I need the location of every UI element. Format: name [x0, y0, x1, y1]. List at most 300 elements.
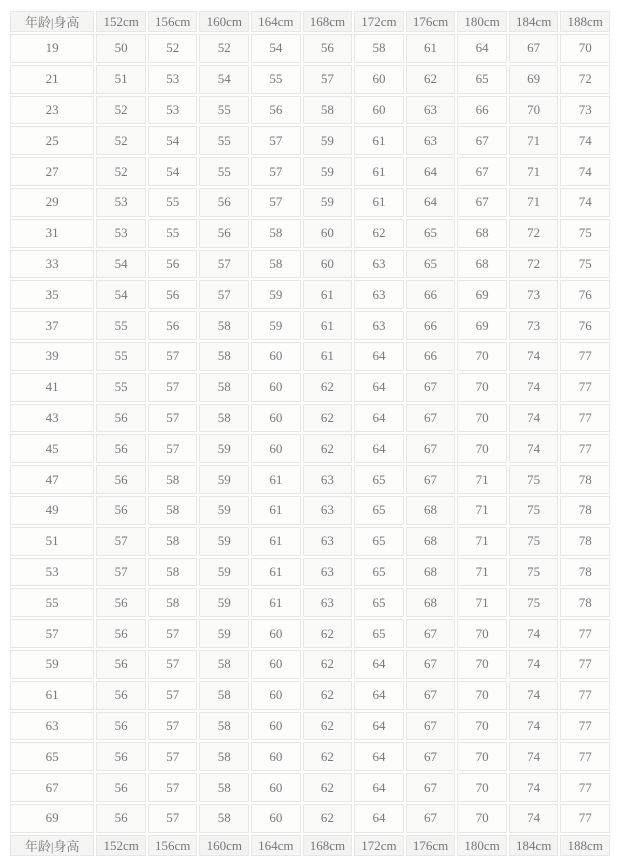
weight-value-cell: 63: [303, 465, 353, 494]
weight-value-cell: 67: [457, 126, 507, 155]
weight-value-cell: 62: [303, 712, 353, 741]
table-row: [10, 157, 610, 186]
weight-value-cell: 62: [303, 434, 353, 463]
weight-value-cell: 60: [251, 712, 301, 741]
age-cell: 37: [10, 311, 94, 340]
weight-value-cell: 70: [457, 404, 507, 433]
weight-value-cell: 61: [251, 527, 301, 556]
weight-value-cell: 59: [199, 588, 249, 617]
weight-value-cell: 70: [457, 650, 507, 679]
weight-value-cell: 64: [354, 650, 404, 679]
weight-value-cell: 59: [303, 157, 353, 186]
weight-value-cell: 68: [406, 588, 456, 617]
table-row: [10, 773, 610, 802]
weight-value-cell: 59: [199, 558, 249, 587]
weight-value-cell: 65: [354, 527, 404, 556]
weight-value-cell: 65: [354, 496, 404, 525]
weight-value-cell: 53: [96, 219, 146, 248]
weight-value-cell: 57: [148, 712, 198, 741]
age-cell: 19: [10, 34, 94, 63]
weight-value-cell: 58: [303, 96, 353, 125]
weight-value-cell: 59: [303, 126, 353, 155]
weight-value-cell: 55: [148, 188, 198, 217]
weight-value-cell: 67: [406, 404, 456, 433]
weight-value-cell: 60: [251, 619, 301, 648]
weight-value-cell: 58: [199, 712, 249, 741]
weight-value-cell: 57: [251, 126, 301, 155]
weight-value-cell: 63: [303, 527, 353, 556]
weight-value-cell: 62: [406, 65, 456, 94]
weight-value-cell: 54: [96, 250, 146, 279]
weight-value-cell: 77: [560, 619, 610, 648]
weight-value-cell: 76: [560, 311, 610, 340]
age-cell: 39: [10, 342, 94, 371]
weight-value-cell: 57: [148, 373, 198, 402]
weight-value-cell: 59: [199, 465, 249, 494]
weight-value-cell: 56: [96, 712, 146, 741]
weight-value-cell: 68: [406, 496, 456, 525]
age-cell: 67: [10, 773, 94, 802]
weight-value-cell: 77: [560, 804, 610, 833]
weight-value-cell: 62: [303, 804, 353, 833]
weight-value-cell: 65: [406, 219, 456, 248]
weight-value-cell: 67: [406, 650, 456, 679]
table-row: [10, 712, 610, 741]
weight-value-cell: 74: [509, 619, 559, 648]
weight-value-cell: 62: [354, 219, 404, 248]
weight-value-cell: 71: [509, 126, 559, 155]
weight-value-cell: 58: [199, 342, 249, 371]
weight-value-cell: 70: [560, 34, 610, 63]
age-cell: 63: [10, 712, 94, 741]
weight-value-cell: 65: [354, 619, 404, 648]
weight-value-cell: 77: [560, 404, 610, 433]
weight-value-cell: 64: [457, 34, 507, 63]
weight-value-cell: 55: [96, 342, 146, 371]
weight-value-cell: 58: [199, 681, 249, 710]
weight-value-cell: 75: [560, 219, 610, 248]
weight-value-cell: 61: [354, 157, 404, 186]
age-cell: 23: [10, 96, 94, 125]
weight-value-cell: 62: [303, 742, 353, 771]
table-row: [10, 434, 610, 463]
weight-value-cell: 54: [199, 65, 249, 94]
weight-value-cell: 74: [509, 342, 559, 371]
weight-value-cell: 54: [251, 34, 301, 63]
age-cell: 21: [10, 65, 94, 94]
table-row: [10, 681, 610, 710]
weight-value-cell: 70: [457, 342, 507, 371]
weight-value-cell: 56: [96, 496, 146, 525]
weight-value-cell: 64: [354, 804, 404, 833]
age-cell: 49: [10, 496, 94, 525]
weight-value-cell: 57: [148, 434, 198, 463]
weight-value-cell: 59: [199, 496, 249, 525]
height-column-footer-cell: 180cm: [457, 835, 507, 856]
weight-value-cell: 70: [457, 619, 507, 648]
weight-value-cell: 59: [303, 188, 353, 217]
weight-value-cell: 54: [148, 126, 198, 155]
weight-value-cell: 53: [148, 65, 198, 94]
weight-value-cell: 55: [199, 96, 249, 125]
weight-value-cell: 61: [303, 311, 353, 340]
weight-value-cell: 74: [509, 373, 559, 402]
weight-value-cell: 74: [509, 804, 559, 833]
weight-value-cell: 64: [406, 188, 456, 217]
weight-value-cell: 71: [457, 527, 507, 556]
weight-value-cell: 60: [251, 742, 301, 771]
weight-value-cell: 59: [199, 619, 249, 648]
weight-value-cell: 64: [354, 404, 404, 433]
weight-value-cell: 53: [148, 96, 198, 125]
weight-value-cell: 58: [354, 34, 404, 63]
weight-value-cell: 57: [251, 188, 301, 217]
weight-value-cell: 71: [457, 588, 507, 617]
weight-value-cell: 62: [303, 773, 353, 802]
weight-value-cell: 74: [509, 712, 559, 741]
weight-value-cell: 60: [354, 65, 404, 94]
weight-value-cell: 77: [560, 773, 610, 802]
weight-value-cell: 57: [96, 527, 146, 556]
weight-value-cell: 71: [509, 188, 559, 217]
weight-value-cell: 71: [457, 558, 507, 587]
weight-value-cell: 57: [96, 558, 146, 587]
table-row: [10, 527, 610, 556]
weight-value-cell: 58: [148, 527, 198, 556]
weight-value-cell: 67: [406, 681, 456, 710]
weight-value-cell: 59: [251, 280, 301, 309]
weight-value-cell: 54: [148, 157, 198, 186]
weight-value-cell: 60: [251, 434, 301, 463]
weight-value-cell: 72: [509, 250, 559, 279]
weight-value-cell: 77: [560, 650, 610, 679]
weight-value-cell: 66: [406, 311, 456, 340]
weight-value-cell: 51: [96, 65, 146, 94]
table-row: [10, 219, 610, 248]
weight-value-cell: 58: [199, 773, 249, 802]
weight-value-cell: 61: [251, 496, 301, 525]
height-column-footer-cell: 156cm: [148, 835, 198, 856]
weight-value-cell: 73: [560, 96, 610, 125]
weight-value-cell: 58: [199, 650, 249, 679]
weight-value-cell: 70: [457, 681, 507, 710]
weight-value-cell: 59: [251, 311, 301, 340]
weight-value-cell: 61: [251, 465, 301, 494]
age-height-weight-table: [8, 9, 612, 858]
weight-value-cell: 56: [96, 742, 146, 771]
weight-value-cell: 67: [406, 465, 456, 494]
weight-value-cell: 77: [560, 342, 610, 371]
weight-value-cell: 55: [199, 126, 249, 155]
height-column-footer-cell: 176cm: [406, 835, 456, 856]
weight-value-cell: 63: [303, 496, 353, 525]
weight-value-cell: 61: [251, 588, 301, 617]
weight-value-cell: 67: [406, 619, 456, 648]
age-cell: 33: [10, 250, 94, 279]
table-row: [10, 373, 610, 402]
weight-value-cell: 57: [148, 404, 198, 433]
weight-value-cell: 53: [96, 188, 146, 217]
weight-value-cell: 63: [303, 558, 353, 587]
weight-value-cell: 67: [457, 188, 507, 217]
weight-value-cell: 75: [509, 527, 559, 556]
weight-value-cell: 58: [148, 465, 198, 494]
weight-value-cell: 74: [509, 650, 559, 679]
weight-value-cell: 60: [354, 96, 404, 125]
height-column-header-cell: 188cm: [560, 11, 610, 32]
age-cell: 27: [10, 157, 94, 186]
table-row: [10, 65, 610, 94]
weight-value-cell: 52: [148, 34, 198, 63]
weight-value-cell: 77: [560, 373, 610, 402]
age-cell: 29: [10, 188, 94, 217]
weight-value-cell: 67: [457, 157, 507, 186]
age-cell: 47: [10, 465, 94, 494]
weight-value-cell: 60: [303, 250, 353, 279]
weight-value-cell: 60: [251, 342, 301, 371]
weight-value-cell: 70: [509, 96, 559, 125]
weight-value-cell: 56: [148, 280, 198, 309]
weight-value-cell: 56: [96, 434, 146, 463]
weight-value-cell: 63: [303, 588, 353, 617]
weight-value-cell: 70: [457, 742, 507, 771]
height-column-footer-cell: 168cm: [303, 835, 353, 856]
weight-value-cell: 71: [457, 465, 507, 494]
weight-value-cell: 66: [406, 342, 456, 371]
height-column-header-cell: 152cm: [96, 11, 146, 32]
weight-value-cell: 58: [251, 250, 301, 279]
table-row: [10, 619, 610, 648]
weight-value-cell: 58: [251, 219, 301, 248]
weight-value-cell: 56: [96, 681, 146, 710]
weight-value-cell: 58: [148, 588, 198, 617]
height-column-header-cell: 160cm: [199, 11, 249, 32]
weight-value-cell: 56: [148, 311, 198, 340]
height-column-header-cell: 180cm: [457, 11, 507, 32]
weight-value-cell: 62: [303, 650, 353, 679]
weight-value-cell: 61: [354, 126, 404, 155]
table-row: [10, 280, 610, 309]
footer-row: [10, 835, 610, 856]
weight-value-cell: 73: [509, 280, 559, 309]
table-row: [10, 250, 610, 279]
weight-value-cell: 52: [96, 157, 146, 186]
header-row: [10, 11, 610, 32]
weight-value-cell: 67: [509, 34, 559, 63]
weight-value-cell: 72: [509, 219, 559, 248]
weight-value-cell: 68: [406, 527, 456, 556]
weight-value-cell: 64: [406, 157, 456, 186]
weight-value-cell: 78: [560, 558, 610, 587]
weight-value-cell: 58: [199, 404, 249, 433]
height-column-footer-cell: 152cm: [96, 835, 146, 856]
weight-value-cell: 64: [354, 342, 404, 371]
age-cell: 25: [10, 126, 94, 155]
weight-value-cell: 74: [509, 773, 559, 802]
weight-value-cell: 55: [96, 373, 146, 402]
age-cell: 55: [10, 588, 94, 617]
height-column-header-cell: 172cm: [354, 11, 404, 32]
weight-value-cell: 71: [457, 496, 507, 525]
weight-value-cell: 56: [96, 804, 146, 833]
weight-value-cell: 60: [251, 373, 301, 402]
weight-value-cell: 54: [96, 280, 146, 309]
weight-value-cell: 56: [199, 219, 249, 248]
height-column-header-cell: 168cm: [303, 11, 353, 32]
weight-value-cell: 78: [560, 496, 610, 525]
weight-value-cell: 64: [354, 373, 404, 402]
weight-value-cell: 56: [96, 404, 146, 433]
table-row: [10, 404, 610, 433]
weight-value-cell: 56: [96, 773, 146, 802]
weight-value-cell: 63: [354, 280, 404, 309]
table-row: [10, 188, 610, 217]
weight-value-cell: 75: [509, 465, 559, 494]
weight-value-cell: 57: [148, 804, 198, 833]
weight-value-cell: 59: [199, 527, 249, 556]
weight-value-cell: 77: [560, 742, 610, 771]
weight-value-cell: 74: [509, 681, 559, 710]
weight-value-cell: 65: [354, 588, 404, 617]
weight-value-cell: 70: [457, 804, 507, 833]
weight-value-cell: 78: [560, 527, 610, 556]
weight-value-cell: 72: [560, 65, 610, 94]
weight-value-cell: 57: [199, 250, 249, 279]
weight-value-cell: 55: [148, 219, 198, 248]
table-row: [10, 342, 610, 371]
age-cell: 31: [10, 219, 94, 248]
weight-value-cell: 57: [148, 342, 198, 371]
table-row: [10, 558, 610, 587]
weight-value-cell: 52: [96, 126, 146, 155]
weight-value-cell: 55: [199, 157, 249, 186]
weight-value-cell: 77: [560, 712, 610, 741]
corner-footer-cell: 年龄|身高: [10, 835, 94, 856]
weight-value-cell: 77: [560, 434, 610, 463]
age-cell: 41: [10, 373, 94, 402]
weight-value-cell: 57: [148, 773, 198, 802]
weight-value-cell: 64: [354, 712, 404, 741]
age-cell: 61: [10, 681, 94, 710]
table-footer: [10, 835, 610, 856]
weight-value-cell: 58: [199, 373, 249, 402]
age-cell: 57: [10, 619, 94, 648]
height-column-footer-cell: 172cm: [354, 835, 404, 856]
weight-value-cell: 68: [406, 558, 456, 587]
weight-value-cell: 58: [148, 496, 198, 525]
weight-value-cell: 60: [251, 404, 301, 433]
weight-value-cell: 74: [509, 434, 559, 463]
weight-value-cell: 68: [457, 250, 507, 279]
table-row: [10, 311, 610, 340]
weight-value-cell: 70: [457, 773, 507, 802]
table-row: [10, 465, 610, 494]
weight-value-cell: 71: [509, 157, 559, 186]
age-cell: 35: [10, 280, 94, 309]
weight-value-cell: 65: [457, 65, 507, 94]
weight-value-cell: 75: [509, 588, 559, 617]
weight-value-cell: 56: [96, 619, 146, 648]
weight-value-cell: 56: [96, 465, 146, 494]
age-cell: 59: [10, 650, 94, 679]
height-column-footer-cell: 188cm: [560, 835, 610, 856]
weight-value-cell: 65: [354, 558, 404, 587]
table-row: [10, 742, 610, 771]
table-row: [10, 804, 610, 833]
weight-value-cell: 62: [303, 404, 353, 433]
weight-value-cell: 75: [509, 558, 559, 587]
weight-value-cell: 67: [406, 712, 456, 741]
weight-value-cell: 57: [148, 619, 198, 648]
weight-value-cell: 70: [457, 373, 507, 402]
age-cell: 45: [10, 434, 94, 463]
table-row: [10, 588, 610, 617]
weight-value-cell: 56: [251, 96, 301, 125]
age-cell: 65: [10, 742, 94, 771]
weight-value-cell: 76: [560, 280, 610, 309]
weight-value-cell: 66: [457, 96, 507, 125]
weight-value-cell: 56: [303, 34, 353, 63]
height-column-header-cell: 184cm: [509, 11, 559, 32]
weight-value-cell: 60: [251, 650, 301, 679]
weight-value-cell: 70: [457, 434, 507, 463]
weight-value-cell: 66: [406, 280, 456, 309]
weight-value-cell: 60: [251, 804, 301, 833]
weight-value-cell: 67: [406, 373, 456, 402]
age-cell: 69: [10, 804, 94, 833]
weight-value-cell: 67: [406, 804, 456, 833]
height-column-header-cell: 176cm: [406, 11, 456, 32]
weight-value-cell: 57: [199, 280, 249, 309]
age-cell: 43: [10, 404, 94, 433]
weight-value-cell: 63: [354, 311, 404, 340]
weight-value-cell: 55: [96, 311, 146, 340]
weight-value-cell: 56: [148, 250, 198, 279]
weight-value-cell: 62: [303, 619, 353, 648]
weight-value-cell: 62: [303, 373, 353, 402]
weight-value-cell: 61: [406, 34, 456, 63]
weight-value-cell: 52: [199, 34, 249, 63]
weight-value-cell: 78: [560, 588, 610, 617]
weight-value-cell: 56: [96, 650, 146, 679]
table-row: [10, 496, 610, 525]
weight-value-cell: 57: [148, 681, 198, 710]
table-row: [10, 126, 610, 155]
height-column-footer-cell: 184cm: [509, 835, 559, 856]
weight-value-cell: 58: [199, 742, 249, 771]
table-row: [10, 650, 610, 679]
height-column-footer-cell: 164cm: [251, 835, 301, 856]
weight-value-cell: 74: [560, 157, 610, 186]
weight-value-cell: 60: [251, 773, 301, 802]
corner-header-cell: 年龄|身高: [10, 11, 94, 32]
weight-value-cell: 61: [251, 558, 301, 587]
weight-value-cell: 69: [457, 311, 507, 340]
height-column-header-cell: 164cm: [251, 11, 301, 32]
weight-value-cell: 56: [96, 588, 146, 617]
weight-value-cell: 65: [406, 250, 456, 279]
weight-value-cell: 57: [251, 157, 301, 186]
weight-value-cell: 55: [251, 65, 301, 94]
age-cell: 51: [10, 527, 94, 556]
weight-value-cell: 64: [354, 681, 404, 710]
table-body: [10, 34, 610, 833]
weight-value-cell: 74: [560, 126, 610, 155]
weight-value-cell: 57: [303, 65, 353, 94]
weight-value-cell: 69: [457, 280, 507, 309]
age-cell: 53: [10, 558, 94, 587]
weight-value-cell: 57: [148, 650, 198, 679]
